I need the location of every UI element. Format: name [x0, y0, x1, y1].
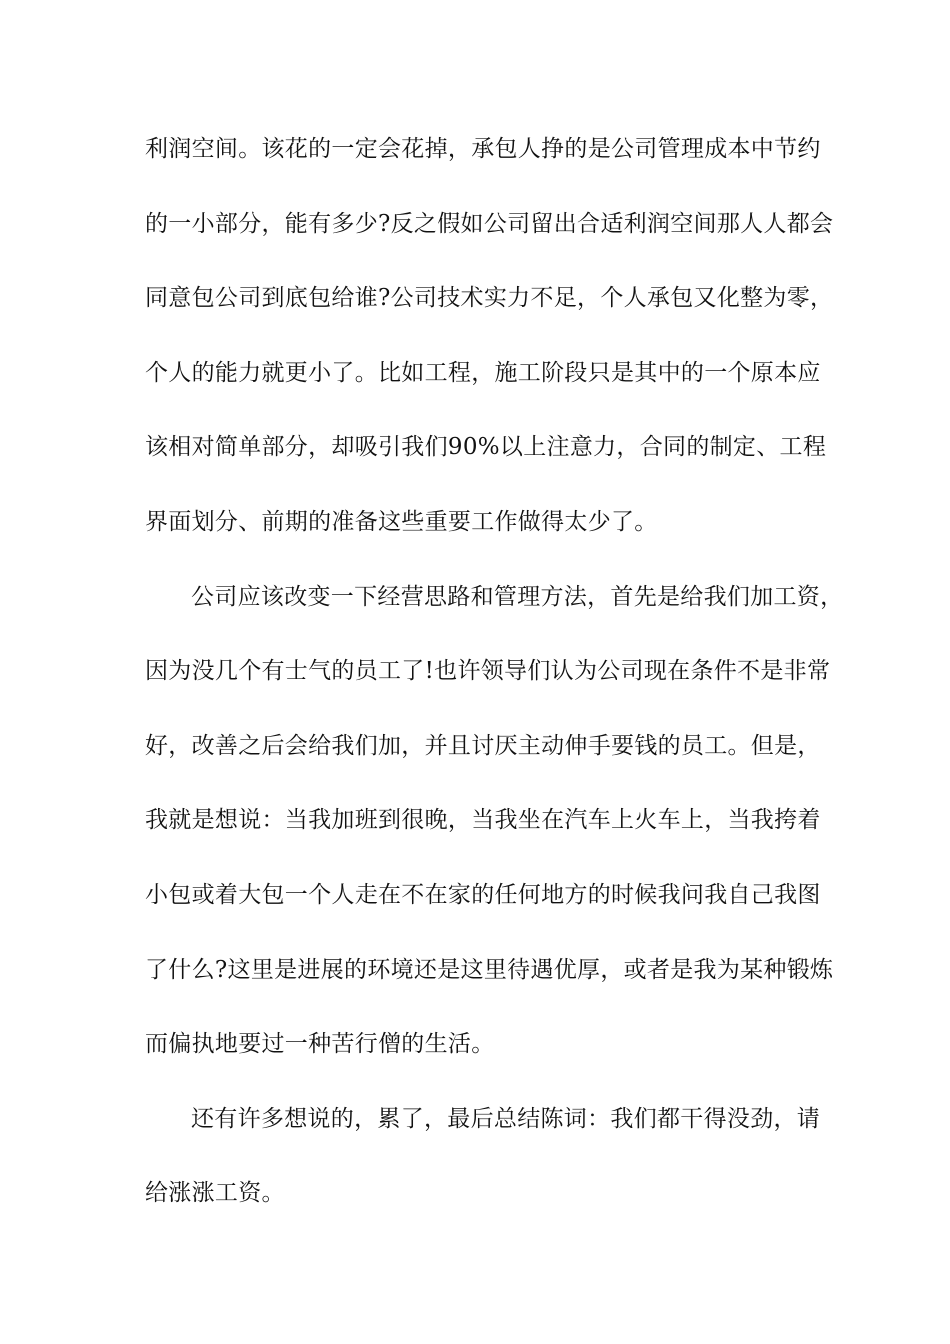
text-line: 好，改善之后会给我们加，并且讨厌主动伸手要钱的员工。但是， [145, 732, 821, 759]
text-line: 界面划分、前期的准备这些重要工作做得太少了。 [145, 508, 658, 535]
text-line: 利润空间。该花的一定会花掉，承包人挣的是公司管理成本中节约 [145, 136, 821, 162]
text-line: 公司应该改变一下经营思路和管理方法，首先是给我们加工资， [191, 583, 844, 610]
text-line: 我就是想说：当我加班到很晚，当我坐在汽车上火车上，当我挎着 [145, 807, 821, 834]
text-line: 小包或着大包一个人走在不在家的任何地方的时候我问我自己我图 [145, 881, 821, 908]
text-line: 给涨涨工资。 [145, 1180, 285, 1207]
text-line: 个人的能力就更小了。比如工程，施工阶段只是其中的一个原本应 [145, 359, 821, 386]
text-line: 该相对简单部分，却吸引我们90%以上注意力，合同的制定、工程 [145, 434, 827, 461]
paragraph-2 [145, 560, 844, 1082]
paragraph-3 [145, 1082, 821, 1231]
text-line: 因为没几个有士气的员工了!也许领导们认为公司现在条件不是非常 [145, 658, 831, 685]
text-line: 而偏执地要过一种苦行僧的生活。 [145, 1031, 495, 1058]
paragraph-1 [145, 112, 834, 560]
text-line: 还有许多想说的，累了，最后总结陈词：我们都干得没劲，请 [191, 1105, 821, 1132]
document-body [145, 112, 844, 1231]
text-line: 了什么?这里是进展的环境还是这里待遇优厚，或者是我为某种锻炼 [145, 956, 834, 983]
text-line: 的一小部分，能有多少?反之假如公司留出合适利润空间那人人都会 [145, 210, 834, 237]
text-line: 同意包公司到底包给谁?公司技术实力不足，个人承包又化整为零， [145, 285, 834, 312]
